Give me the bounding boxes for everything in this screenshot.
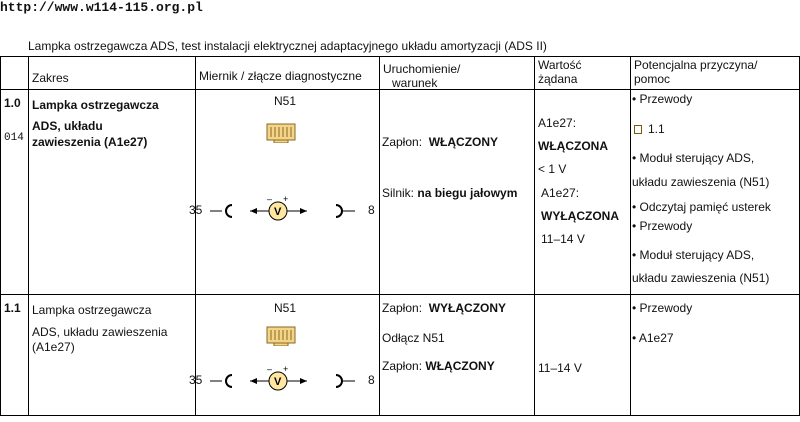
voltmeter-icon	[210, 193, 370, 223]
cause-cell	[631, 295, 800, 416]
range-line-1: Lampka ostrzegawcza	[32, 303, 152, 317]
cause-1: • Przewody	[632, 301, 693, 315]
condition-cell	[380, 90, 535, 295]
range-line-3: zawieszenia (A1e27)	[32, 135, 148, 149]
source-url[interactable]: http://www.w114-115.org.pl	[0, 0, 203, 15]
condition-3: Zapłon: WŁĄCZONY	[382, 359, 495, 373]
row-number: 1.1	[4, 301, 21, 315]
test-table	[0, 56, 800, 416]
header-wartosc: Wartość żądana	[535, 57, 631, 90]
cause-4: układu zawieszenia (N51)	[632, 175, 770, 189]
cause-8: układu zawieszenia (N51)	[632, 271, 770, 285]
row-number-cell	[1, 295, 29, 416]
meter-cell	[189, 90, 380, 295]
condition-1: Zapłon: WYŁĄCZONY	[382, 301, 507, 315]
value-2: WŁĄCZONA	[538, 139, 608, 153]
range-line-2: ADS, układu	[32, 119, 103, 133]
reference-code: 014	[4, 132, 24, 144]
row-number: 1.0	[4, 96, 21, 110]
range-line-2: ADS, układu zawieszenia	[32, 325, 168, 339]
condition-2: Odłącz N51	[382, 331, 445, 345]
cause-cell	[631, 90, 800, 295]
cause-2: • A1e27	[632, 331, 674, 345]
connector-label: N51	[274, 94, 297, 108]
value-3: < 1 V	[538, 162, 567, 176]
header-uruchomienie: Uruchomienie/ warunek	[380, 57, 535, 90]
pin-left: 35	[189, 373, 203, 387]
table-header-row	[1, 57, 800, 90]
meter-cell	[189, 295, 380, 416]
voltmeter-symbol: V	[274, 206, 282, 218]
value-1: 11–14 V	[538, 361, 582, 375]
header-empty	[1, 57, 29, 90]
square-icon	[634, 125, 642, 134]
cause-6: • Przewody	[632, 219, 693, 233]
table-row	[1, 90, 800, 295]
svg-text:+: +	[283, 364, 289, 374]
header-zakres: Zakres	[29, 57, 196, 90]
row-number-cell	[1, 90, 29, 295]
value-1: A1e27:	[538, 116, 577, 130]
range-line-1: Lampka ostrzegawcza	[32, 98, 159, 112]
condition-2: Silnik: na biegu jałowym	[382, 186, 518, 200]
value-cell	[535, 90, 631, 295]
document-title: Lampka ostrzegawcza ADS, test instalacji elektrycznej adaptacyjnego układu amortyzacji (ADS II)	[28, 39, 547, 53]
value-6: 11–14 V	[541, 232, 585, 246]
header-przyczyna: Potencjalna przyczyna/ pomoc	[631, 57, 800, 90]
cause-3: • Moduł sterujący ADS,	[632, 151, 755, 165]
cause-2: 1.1	[634, 122, 665, 136]
svg-text:–: –	[267, 364, 273, 374]
cause-7: • Moduł sterujący ADS,	[632, 248, 755, 262]
voltmeter-symbol: V	[274, 376, 282, 388]
svg-text:–: –	[267, 194, 273, 204]
pin-left: 35	[189, 203, 203, 217]
pin-right: 8	[368, 373, 375, 387]
condition-cell	[380, 295, 535, 416]
voltmeter-icon	[210, 363, 370, 393]
cause-5: • Odczytaj pamięć usterek	[632, 200, 771, 214]
diagnostic-connector-icon	[266, 123, 296, 143]
range-cell	[29, 90, 196, 295]
value-5: WYŁĄCZONA	[541, 209, 619, 223]
cause-1: • Przewody	[632, 92, 693, 106]
value-cell	[535, 295, 631, 416]
range-cell	[29, 295, 196, 416]
connector-label: N51	[274, 301, 297, 315]
header-miernik: Miernik / złącze diagnostyczne	[196, 57, 380, 90]
pin-right: 8	[368, 203, 375, 217]
table-row	[1, 295, 800, 416]
condition-1: Zapłon: WŁĄCZONY	[382, 135, 499, 149]
range-line-3: (A1e27)	[32, 340, 75, 354]
value-4: A1e27:	[541, 186, 580, 200]
diagnostic-connector-icon	[266, 326, 296, 346]
svg-text:+: +	[283, 194, 289, 204]
